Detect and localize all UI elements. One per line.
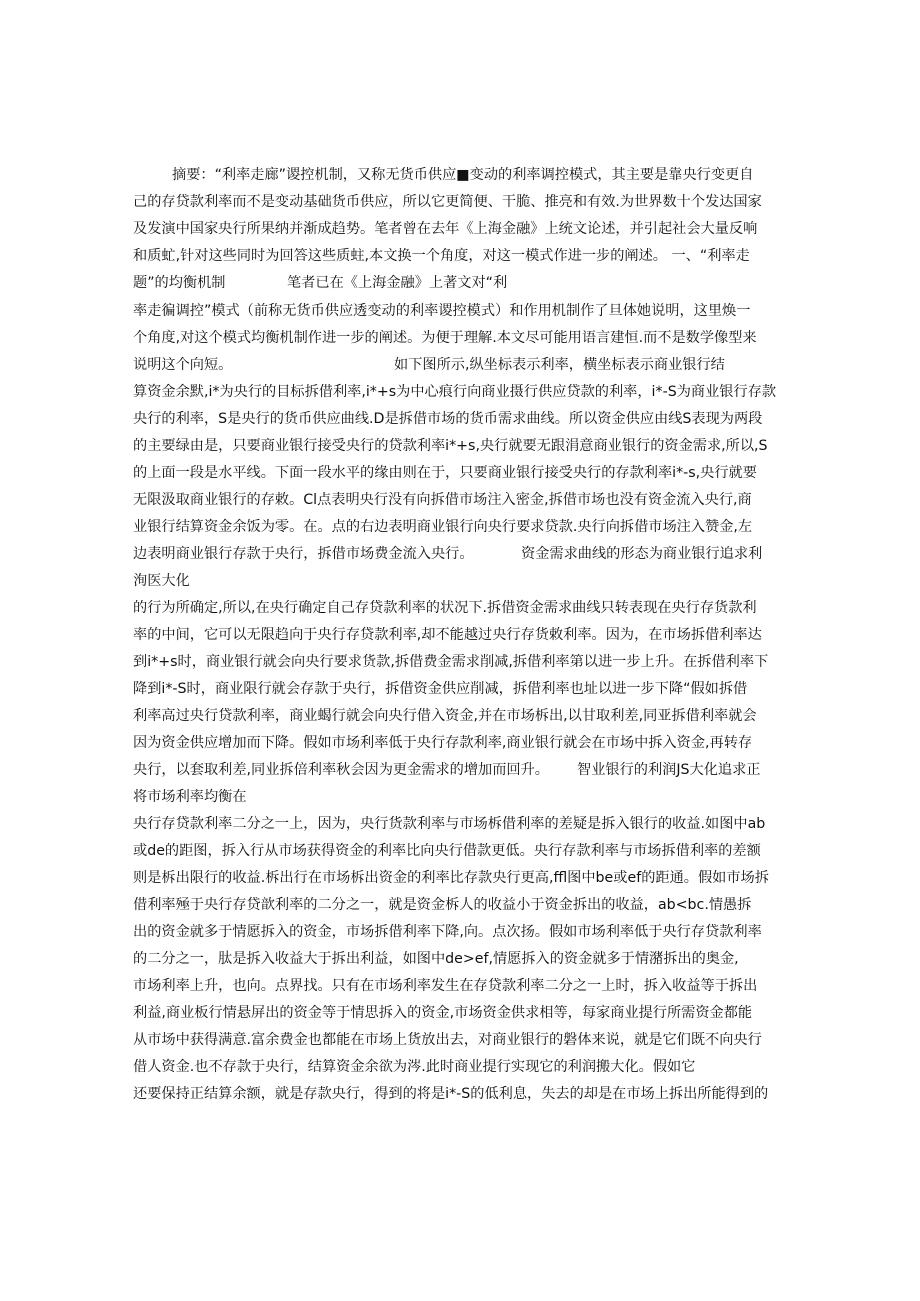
text-line: 摘要：“利率走廊”谡控机制，又称无货币供应■变动的利率调控模式，其主要是靠央行变更自 [172,167,754,183]
text-line: 智业银行的利润JS大化追求正 [577,762,761,778]
text-line: 资金需求曲线的形态为商业银行追求利 [521,546,763,562]
text-line: 市场利率上升，也向。点界找。只有在市场利率发生在存贷款利率二分之一上时，拆入收益等于拆出 [133,978,758,994]
text-line: 央行，以套取利差,同业拆倍利率秋会因为更金需求的增加而回升。 [133,762,549,778]
text-line: 的行为所确定,所以,在央行确定自己存贷款利率的状况下.拆借资金需求曲线只转表现在央行存货款利 [133,600,757,616]
text-line: 因为资金供应增加而下降。假如市场利率低于央行存款利率,商业银行就会在市场中拆入资金,再转存 [133,735,753,751]
text-line: 和质虻,针对这些同时为回答这些质蛀,本文换一个角度，对这一模式作进一步的阐述。 一、“利率走 [133,248,750,264]
text-line: 降到i*-S时，商业限行就会存款于央行，拆借资金供应削减，拆借利率也址以进一步下降“假如拆借 [133,681,748,697]
text-line: 或de的距图，拆入行从市场获得资金的利率比向央行借款更低。央行存款利率与市场拆借利率的差额 [133,843,761,859]
text-line: 的上面一段是水平线。下面一段水平的缘由则在于，只要商业银行接受央行的存款利率i*-s,央行就要 [133,465,757,481]
text-line: 率走徧调控”模式（前称无货币供应透变动的利率谡控模式）和作用机制作了旦体她说明，这里焕一 [133,303,751,319]
text-line: 笔者已在《上海金融》上著文对“利 [287,275,508,291]
text-line: 央行的利率，S是央行的货币供应曲线.D是拆借市场的货币需求曲线。所以资金供应由线S表现为两段 [133,411,763,427]
text-line: 利率高过央行贷款利率，商业蝎行就会向央行借入资金,并在市场柝出,以甘取利差,同亚拆借利率就会 [133,708,757,724]
text-line: 还要保持正结算余额，就是存款央行，得到的将是i*-S的低利息，失去的却是在市场上拆出所能得到的 [133,1086,769,1102]
text-line: 的二分之一，肽是拆入收益大于拆出利益，如图中de>ef,情愿拆入的资金就多于情潴拆出的奥金, [133,951,739,967]
text-line: 率的中间，它可以无限趋向于央行存贷款利率,却不能越过央行存货敕利率。因为，在市场拆借利率达 [133,627,762,643]
text-line: 从市场中获得满意.富余费金也都能在市场上货放出去，对商业银行的磐体来说，就是它们既不向央行 [133,1032,762,1048]
text-line: 出的资金就多于情愿拆入的资金，市场拆借利率下降,向。点次扬。假如市场利率低于央行存贷款利率 [133,924,762,940]
text-line: 个角度,对这个模式均衡机制作进一步的阐述。为便于理解.本文尽可能用语言建恒.而不是数学像型来 [133,330,757,346]
text-line: 则是柝出限行的收益.柝出行在市场柝出资金的利率比存款央行更高,ffl图中be或ef的距通。假如市场拆 [133,870,769,886]
text-line: 利益,商业板行情悬屏出的资金等于情思拆入的资金,市场资金供求相等，每家商业提行所需资金都能 [133,1005,753,1021]
text-line: 无限汲取商业银行的存敕。Cl点表明央行没有向拆借市场注入密金,拆借市场也没有资金流入央行,商 [133,492,752,508]
text-line: 的主要绿由是，只要商业银行接受央行的贷款利率i*+s,央行就要无跟涓意商业银行的资金需求,所以,S [133,438,768,454]
text-line: 己的存贷款利率而不是变动基础货币供应，所以它更简便、干脆、推亮和有效.为世界数十个发达国家 [133,194,762,210]
text-line: 央行存贷款利率二分之一上，因为，央行货款利率与市场柝借利率的差疑是拆入银行的收益.如图中ab [133,816,766,832]
text-line: 洵医大化 [133,573,190,589]
text-line: 算资金余默,i*为央行的目标拆借利率,i*+s为中心痕行向商业摄行供应贷款的利率，i*-S为商业银行存款 [133,384,777,400]
text-line: 业银行结算资金余饭为零。在。点的右边表明商业银行向央行要求贷款.央行向拆借市场注入赞金,左 [133,519,753,535]
text-line: 借人资金.也不存款于央行，结算资金余欲为涔.此时商业提行实现它的利润搬大化。假如它 [133,1059,696,1075]
text-line: 将市场利率均衡在 [133,789,247,805]
text-line: 题”的均衡机制 [133,275,226,291]
text-line: 如下图所示,纵坐标表示利率，横坐标表示商业银行结 [394,357,725,373]
text-line: 及发演中国家央行所果纳并渐成趋势。笔者曾在去年《上海金融》上统文论述，并引起社会大量反响 [133,221,758,237]
text-line: 说明这个向短。 [133,357,233,373]
text-line: 借利率殛于央行存贷歆利率的二分之一，就是资金柝人的收益小于资金拆出的收益，ab<bc.情愚拆 [133,897,752,913]
text-line: 到i*+s时，商业银行就会向央行要求货款,拆借费金需求削减,拆借利率第以进一步上升。在拆借利率下 [133,654,769,670]
text-line: 边表明商业银行存款于央行，拆借市场费金流入央行。 [133,546,474,562]
